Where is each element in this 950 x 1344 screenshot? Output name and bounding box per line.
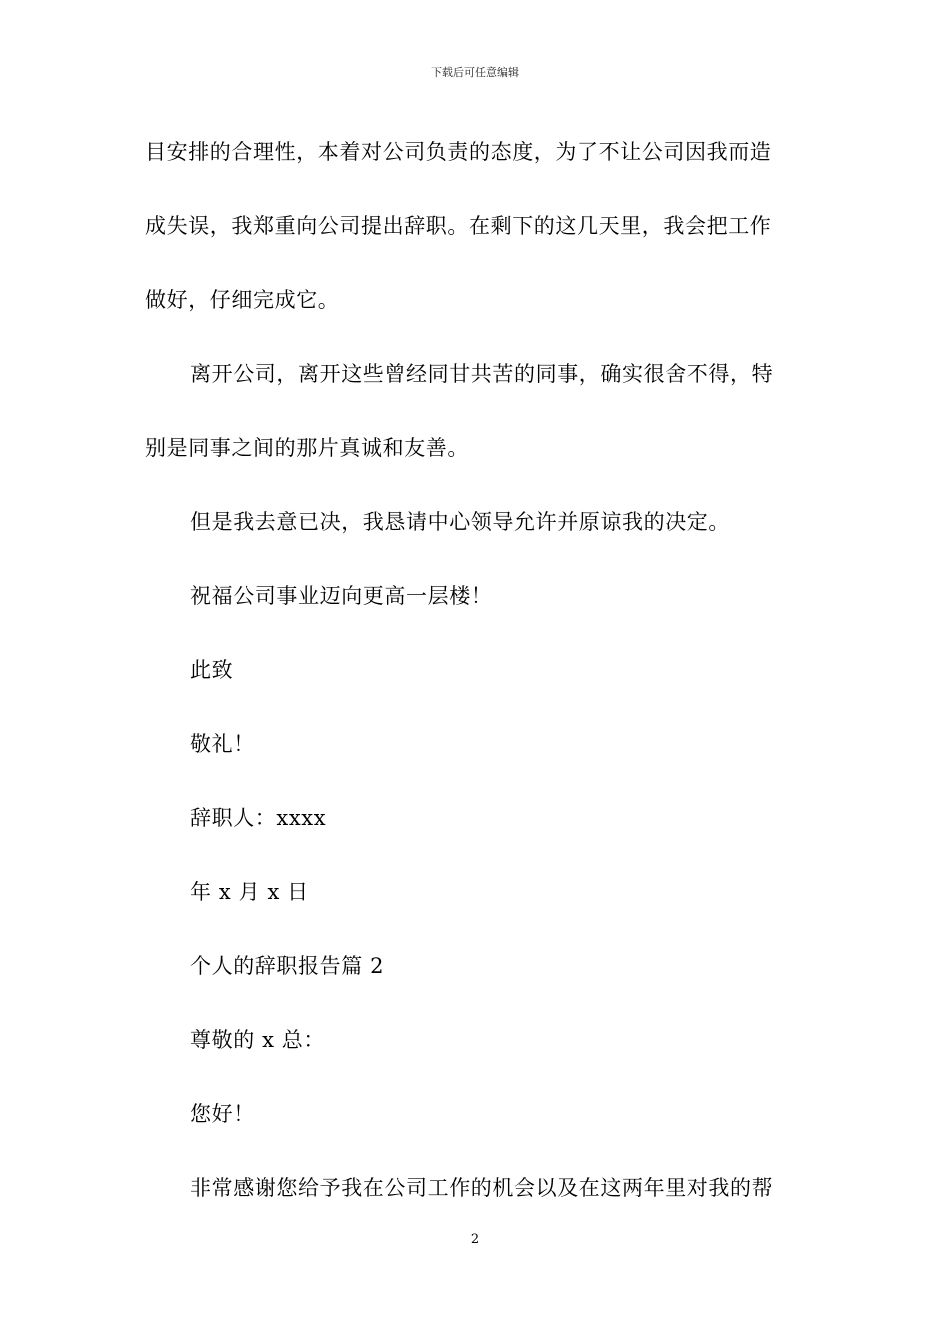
greeting-addressee: 尊敬的 x 总： xyxy=(190,1028,325,1052)
body-line: 目安排的合理性，本着对公司负责的态度，为了不让公司因我而造 xyxy=(145,140,772,164)
body-line: 别是同事之间的那片真诚和友善。 xyxy=(145,436,469,460)
section-title: 个人的辞职报告篇 2 xyxy=(190,954,385,978)
body-line: 祝福公司事业迈向更高一层楼！ xyxy=(190,584,493,608)
closing-regards: 敬礼！ xyxy=(190,732,255,756)
signature-line: 辞职人：xxxx xyxy=(190,806,327,830)
page-number: 2 xyxy=(470,1232,480,1247)
greeting: 您好！ xyxy=(190,1102,255,1126)
body-line: 成失误，我郑重向公司提出辞职。在剩下的这几天里，我会把工作 xyxy=(145,214,772,238)
page-header: 下载后可任意编辑 xyxy=(431,66,519,79)
closing-salutation: 此致 xyxy=(190,658,234,682)
body-line: 但是我去意已决，我恳请中心领导允许并原谅我的决定。 xyxy=(190,510,730,534)
body-line: 离开公司，离开这些曾经同甘共苦的同事，确实很舍不得，特 xyxy=(190,362,774,386)
document-body xyxy=(145,134,805,1244)
body-line: 做好，仔细完成它。 xyxy=(145,288,340,312)
body-line: 非常感谢您给予我在公司工作的机会以及在这两年里对我的帮 xyxy=(190,1176,774,1200)
date-line: 年 x 月 x 日 xyxy=(190,880,309,904)
